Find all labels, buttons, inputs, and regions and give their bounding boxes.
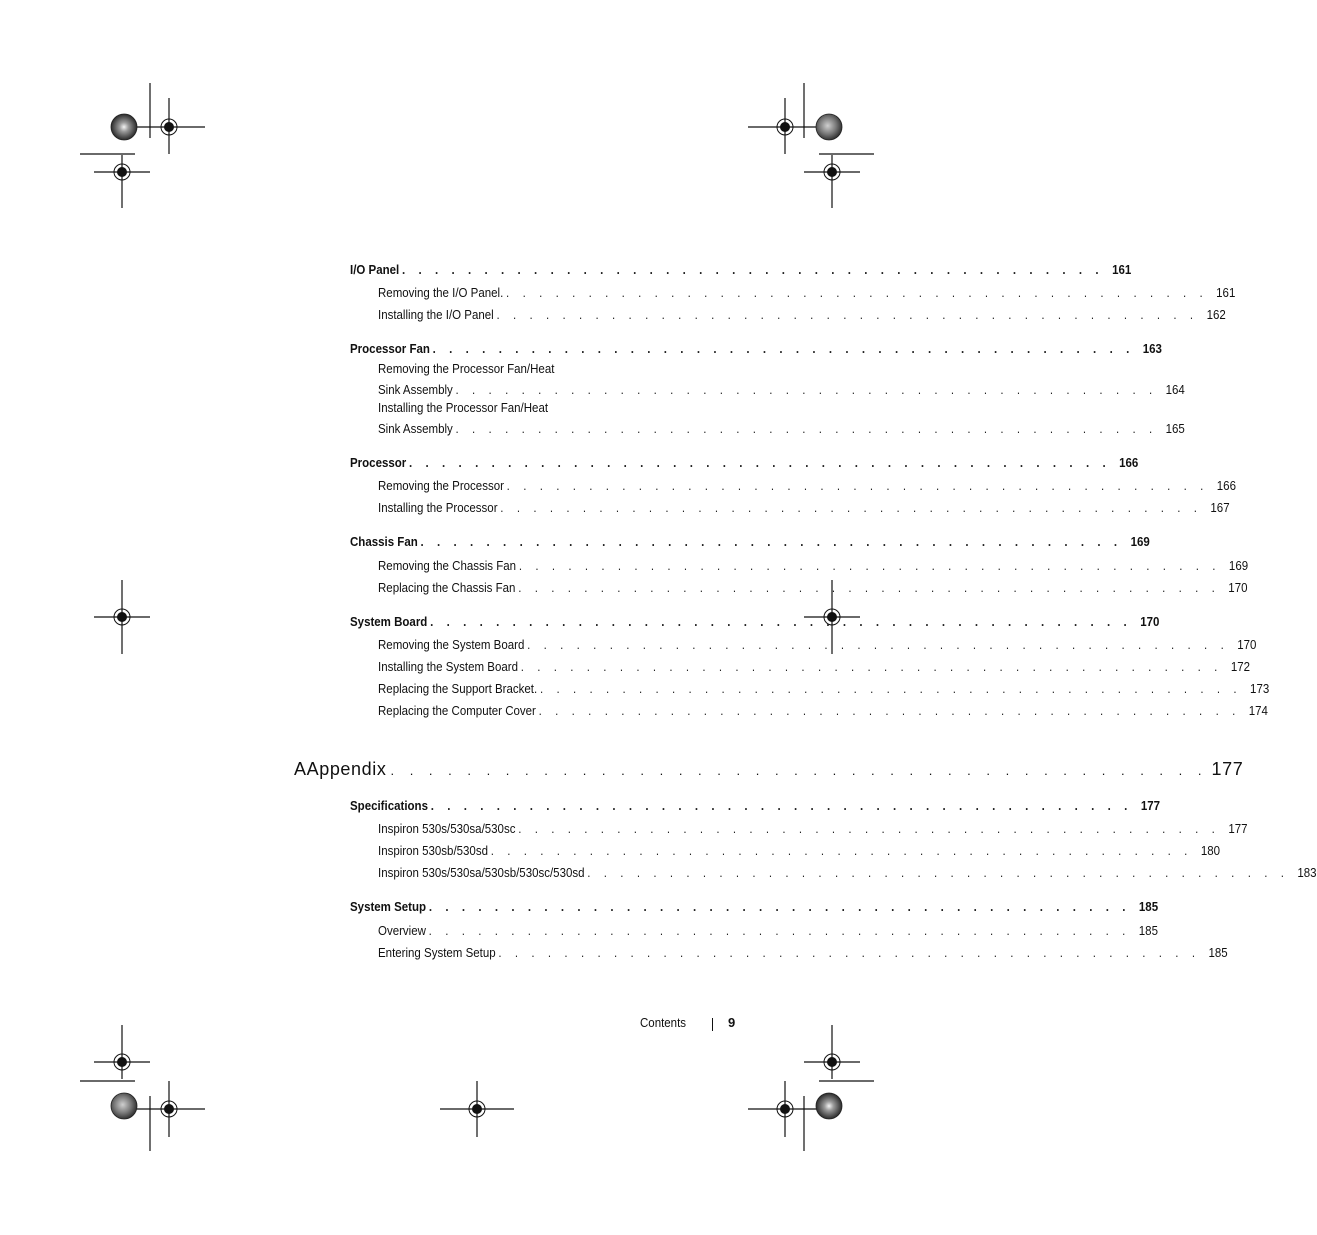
toc-entry-chassis-fan[interactable]: Chassis Fan . . . . . . . . . . . . . . . . . . . . . . . . . . . . . . . . . . . . . . . . . . . 169: [350, 535, 1150, 549]
toc-subentry-inspiron-all-models[interactable]: Inspiron 530s/530sa/530sb/530sc/530sd . . . . . . . . . . . . . . . . . . . . . . . . . . . . . . . . . . . . . . . . . . . 183: [378, 866, 1317, 880]
toc-subentry-removing-processor-fan-line1[interactable]: Removing the Processor Fan/Heat: [378, 362, 555, 376]
toc-chapter-appendix[interactable]: A Appendix . . . . . . . . . . . . . . . . . . . . . . . . . . . . . . . . . . . . . . . . . . . 177: [294, 759, 1244, 779]
toc-subentry-overview[interactable]: Overview . . . . . . . . . . . . . . . . . . . . . . . . . . . . . . . . . . . . . . . . . . . 185: [378, 924, 1158, 938]
toc-subentry-replacing-computer-cover[interactable]: Replacing the Computer Cover . . . . . . . . . . . . . . . . . . . . . . . . . . . . . . . . . . . . . . . . . . . 174: [378, 704, 1268, 718]
toc-subentry-entering-system-setup[interactable]: Entering System Setup . . . . . . . . . . . . . . . . . . . . . . . . . . . . . . . . . . . . . . . . . . . 185: [378, 946, 1228, 960]
toc-entry-system-setup[interactable]: System Setup . . . . . . . . . . . . . . . . . . . . . . . . . . . . . . . . . . . . . . . . . . . 185: [350, 900, 1159, 914]
toc-entry-processor[interactable]: Processor . . . . . . . . . . . . . . . . . . . . . . . . . . . . . . . . . . . . . . . . . . . 166: [350, 456, 1139, 470]
toc-subentry-replacing-chassis-fan[interactable]: Replacing the Chassis Fan . . . . . . . . . . . . . . . . . . . . . . . . . . . . . . . . . . . . . . . . . . . 170: [378, 581, 1248, 595]
toc-subentry-installing-processor-fan[interactable]: Sink Assembly . . . . . . . . . . . . . . . . . . . . . . . . . . . . . . . . . . . . . . . . . . . 165: [378, 422, 1185, 436]
toc-subentry-installing-processor[interactable]: Installing the Processor . . . . . . . . . . . . . . . . . . . . . . . . . . . . . . . . . . . . . . . . . . . 167: [378, 501, 1230, 515]
toc-entry-io-panel[interactable]: I/O Panel . . . . . . . . . . . . . . . . . . . . . . . . . . . . . . . . . . . . . . . . . . . 161: [350, 263, 1132, 277]
toc-entry-specifications[interactable]: Specifications . . . . . . . . . . . . . . . . . . . . . . . . . . . . . . . . . . . . . . . . . . . 177: [350, 799, 1161, 813]
toc-subentry-installing-processor-fan-line1[interactable]: Installing the Processor Fan/Heat: [378, 401, 549, 415]
toc-subentry-inspiron-530s-530sa-530sc[interactable]: Inspiron 530s/530sa/530sc . . . . . . . . . . . . . . . . . . . . . . . . . . . . . . . . . . . . . . . . . . . 177: [378, 822, 1248, 836]
toc-subentry-installing-system-board[interactable]: Installing the System Board . . . . . . . . . . . . . . . . . . . . . . . . . . . . . . . . . . . . . . . . . . . 172: [378, 660, 1251, 674]
toc-subentry-removing-processor[interactable]: Removing the Processor . . . . . . . . . . . . . . . . . . . . . . . . . . . . . . . . . . . . . . . . . . . 166: [378, 479, 1236, 493]
toc-subentry-removing-chassis-fan[interactable]: Removing the Chassis Fan . . . . . . . . . . . . . . . . . . . . . . . . . . . . . . . . . . . . . . . . . . . 169: [378, 559, 1249, 573]
chapter-page: 177: [1211, 759, 1244, 779]
footer-section-label: Contents: [640, 1016, 687, 1030]
toc-subentry-removing-processor-fan[interactable]: Sink Assembly . . . . . . . . . . . . . . . . . . . . . . . . . . . . . . . . . . . . . . . . . . . 164: [378, 383, 1185, 397]
toc-subentry-inspiron-530sb-530sd[interactable]: Inspiron 530sb/530sd . . . . . . . . . . . . . . . . . . . . . . . . . . . . . . . . . . . . . . . . . . . 180: [378, 844, 1221, 858]
toc-subentry-replacing-support-bracket[interactable]: Replacing the Support Bracket. . . . . . . . . . . . . . . . . . . . . . . . . . . . . . . . . . . . . . . . . . . . 173: [378, 682, 1270, 696]
footer-divider: [712, 1018, 713, 1031]
footer-page-number: 9: [728, 1015, 736, 1030]
chapter-title: Appendix: [306, 759, 387, 779]
toc-subentry-removing-io-panel[interactable]: Removing the I/O Panel. . . . . . . . . . . . . . . . . . . . . . . . . . . . . . . . . . . . . . . . . . . . 161: [378, 286, 1236, 300]
toc-subentry-installing-io-panel[interactable]: Installing the I/O Panel . . . . . . . . . . . . . . . . . . . . . . . . . . . . . . . . . . . . . . . . . . . 162: [378, 308, 1226, 322]
toc-subentry-removing-system-board[interactable]: Removing the System Board . . . . . . . . . . . . . . . . . . . . . . . . . . . . . . . . . . . . . . . . . . . 170: [378, 638, 1257, 652]
chapter-letter: A: [294, 759, 307, 779]
toc-entry-processor-fan[interactable]: Processor Fan . . . . . . . . . . . . . . . . . . . . . . . . . . . . . . . . . . . . . . . . . . . 163: [350, 342, 1162, 356]
toc-entry-system-board[interactable]: System Board . . . . . . . . . . . . . . . . . . . . . . . . . . . . . . . . . . . . . . . . . . . 170: [350, 615, 1160, 629]
